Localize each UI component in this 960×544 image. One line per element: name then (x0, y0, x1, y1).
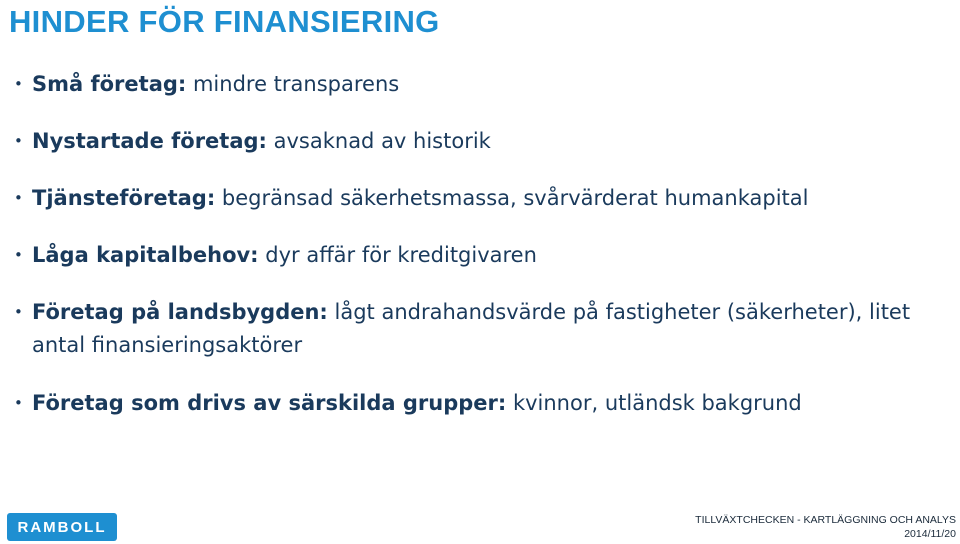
bullet-text (14, 182, 944, 215)
bullet-description: kvinnor, utländsk bakgrund (506, 391, 802, 415)
bullet-term: Företag på landsbygden: (32, 300, 328, 324)
bullet-dot: • (14, 189, 23, 207)
bullet-text (14, 125, 944, 158)
bullet-text (14, 387, 944, 420)
bullet-text (14, 68, 944, 101)
bullet-item (14, 182, 944, 215)
slide-title: HINDER FÖR FINANSIERING (9, 4, 440, 39)
bullet-item (14, 239, 944, 272)
bullet-description: avsaknad av historik (266, 129, 491, 153)
bullet-dot: • (14, 75, 23, 93)
bullet-dot: • (14, 246, 23, 264)
bullet-item (14, 125, 944, 158)
bullet-dot: • (14, 132, 23, 150)
bullet-term: Låga kapitalbehov: (32, 243, 259, 267)
logo-text: RAMBOLL (17, 518, 107, 536)
bullet-description: begränsad säkerhetsmassa, svårvärderat humankapital (215, 186, 809, 210)
bullet-text (14, 296, 944, 362)
ramboll-logo (7, 513, 117, 541)
bullet-dot: • (14, 394, 23, 412)
bullet-term: Tjänsteföretag: (32, 186, 216, 210)
bullet-item (14, 296, 944, 362)
bullet-item (14, 387, 944, 420)
bullet-dot: • (14, 303, 23, 321)
footer-date: 2014/11/20 (904, 528, 956, 540)
bullet-term: Små företag: (32, 72, 187, 96)
footer-info (695, 513, 956, 541)
bullet-description: lågt andrahandsvärde på fastigheter (säkerheter), litet antal finansieringsaktörer (32, 300, 911, 357)
bullet-text (14, 239, 944, 272)
bullet-item (14, 68, 944, 101)
footer-caption: TILLVÄXTCHECKEN - KARTLÄGGNING OCH ANALYS (695, 514, 956, 526)
bullet-description: mindre transparens (186, 72, 400, 96)
bullet-term: Företag som drivs av särskilda grupper: (32, 391, 507, 415)
bullet-description: dyr affär för kreditgivaren (258, 243, 537, 267)
bullet-term: Nystartade företag: (32, 129, 267, 153)
